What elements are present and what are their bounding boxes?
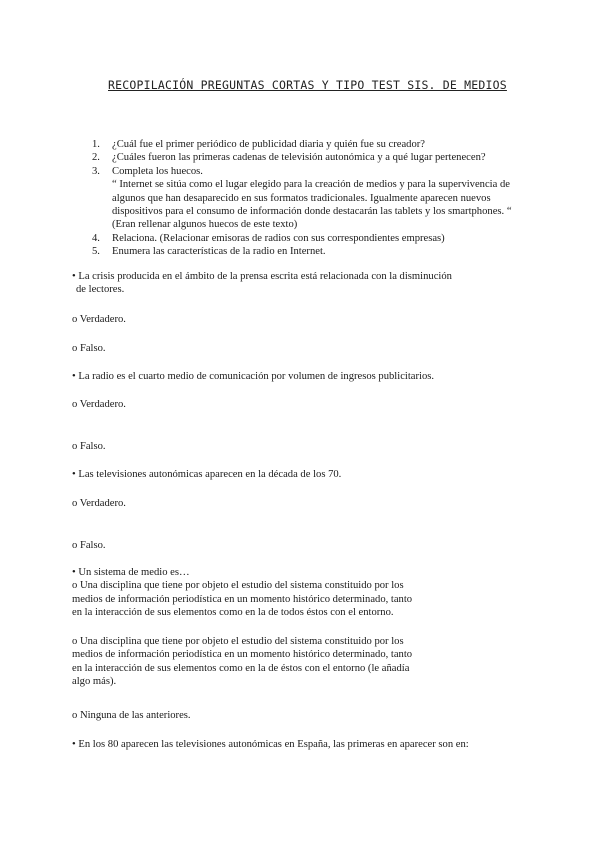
- item-number: 4.: [92, 232, 100, 244]
- document-title: RECOPILACIÓN PREGUNTAS CORTAS Y TIPO TEST SIS. DE MEDIOS: [108, 78, 507, 92]
- list-item: [92, 232, 512, 245]
- item-text: Completa los huecos.: [112, 165, 203, 177]
- list-item: [92, 165, 512, 178]
- quote-line: “ Internet se sitúa como el lugar elegido para la creación de medios y para la supervivencia de: [112, 179, 510, 191]
- option-c: o Ninguna de las anteriores.: [72, 710, 191, 721]
- option-false: o Falso.: [72, 540, 106, 551]
- option-a-line: en la interacción de sus elementos como en la de todos éstos con el entorno.: [72, 607, 394, 619]
- item-text: ¿Cuáles fueron las primeras cadenas de televisión autonómica y a qué lugar pertenecen?: [112, 152, 486, 164]
- question-3-text: • Las televisiones autonómicas aparecen en la década de los 70.: [72, 469, 342, 480]
- item-number: 3.: [92, 165, 100, 177]
- option-true: o Verdadero.: [72, 498, 126, 509]
- question-5-text: • En los 80 aparecen las televisiones autonómicas en España, las primeras en aparecer son en:: [72, 739, 469, 750]
- question-4: [72, 566, 412, 620]
- list-item: [92, 138, 512, 151]
- item-number: 2.: [92, 152, 100, 164]
- list-item: [92, 245, 512, 258]
- item-text: Relaciona. (Relacionar emisoras de radios con sus correspondientes empresas): [112, 232, 445, 244]
- option-a-line: o Una disciplina que tiene por objeto el estudio del sistema constituido por los: [72, 580, 404, 592]
- option-b-line: o Una disciplina que tiene por objeto el estudio del sistema constituido por los: [72, 636, 404, 647]
- question-1: [72, 270, 452, 297]
- question-text: • La crisis producida en el ámbito de la prensa escrita está relacionada con la disminución: [72, 271, 452, 282]
- option-a-line: medios de información periodística en un momento histórico determinado, tanto: [72, 593, 413, 605]
- item-number: 5.: [92, 246, 100, 258]
- numbered-questions-list: [92, 138, 512, 259]
- option-true: o Verdadero.: [72, 314, 126, 325]
- list-item: [92, 151, 512, 164]
- item-number: 1.: [92, 139, 100, 150]
- quote-line: dispositivos para el consumo de información donde destacarán las tablets y los smartphones. “: [112, 206, 512, 218]
- option-b-line: en la interacción de sus elementos como en la de éstos con el entorno (le añadía: [72, 662, 410, 674]
- question-text: • Un sistema de medio es…: [72, 567, 190, 578]
- question-text: de lectores.: [76, 284, 125, 296]
- option-b-line: algo más).: [72, 676, 117, 688]
- item-text: Enumera las características de la radio en Internet.: [112, 246, 326, 258]
- item-text: ¿Cuál fue el primer periódico de publicidad diaria y quién fue su creador?: [112, 139, 425, 150]
- question-2-text: • La radio es el cuarto medio de comunicación por volumen de ingresos publicitarios.: [72, 371, 435, 382]
- quote-line: algunos que han desaparecido en sus formatos tradicionales. Igualmente aparecen nuevos: [112, 192, 491, 204]
- option-true: o Verdadero.: [72, 399, 126, 410]
- quote-line: (Eran rellenar algunos huecos de este texto): [112, 219, 298, 231]
- option-false: o Falso.: [72, 343, 106, 354]
- option-false: o Falso.: [72, 441, 106, 452]
- option-b: [72, 635, 412, 689]
- option-b-line: medios de información periodística en un momento histórico determinado, tanto: [72, 649, 413, 661]
